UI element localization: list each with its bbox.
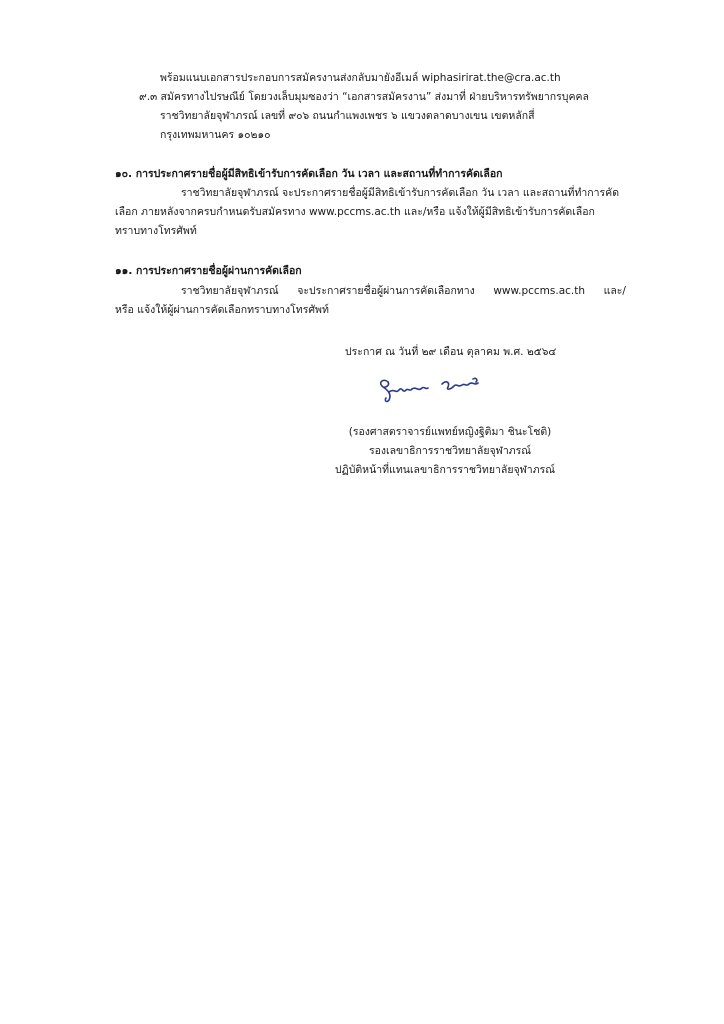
signer-title-1: รองเลขาธิการราชวิทยาลัยจุฬาภรณ์ (368, 445, 532, 457)
section11-text-d: และ/ (603, 285, 626, 297)
section9-line1: พร้อมแนบเอกสารประกอบการสมัครงานส่งกลับมายังอีเมล์ wiphasirirat.the@cra.ac.th (160, 72, 561, 84)
section11-para-line2: หรือ แจ้งให้ผู้ผ่านการคัดเลือกทราบทางโทรศัพท์ (115, 304, 329, 316)
section11-text-c: www.pccms.ac.th (493, 285, 586, 297)
signer-title-2: ปฏิบัติหน้าที่แทนเลขาธิการราชวิทยาลัยจุฬาภรณ์ (334, 464, 556, 476)
section11-text-b: จะประกาศรายชื่อผู้ผ่านการคัดเลือกทาง (297, 285, 475, 297)
section10-para-line3: ทราบทางโทรศัพท์ (115, 225, 197, 237)
section11-heading: ๑๑. การประกาศรายชื่อผู้ผ่านการคัดเลือก (115, 265, 302, 277)
section9-item93-line2: ราชวิทยาลัยจุฬาภรณ์ เลขที่ ๙๐๖ ถนนกำแพงเพชร ๖ แขวงตลาดบางเขน เขตหลักสี่ (160, 110, 535, 122)
section9-item93-line1: ๙.๓ สมัครทางไปรษณีย์ โดยวงเล็บมุมซองว่า “เอกสารสมัครงาน” ส่งมาที่ ฝ่ายบริหารทรัพยากรบุคคล (139, 91, 589, 103)
section10-para-line1: ราชวิทยาลัยจุฬาภรณ์ จะประกาศรายชื่อผู้มีสิทธิเข้ารับการคัดเลือก วัน เวลา และสถานที่ทำการคัด (181, 187, 620, 199)
announcement-date: ประกาศ ณ วันที่ ๒๙ เดือน ตุลาคม พ.ศ. ๒๕๖๔ (345, 346, 557, 358)
section9-item93-line3: กรุงเทพมหานคร ๑๐๒๑๐ (160, 129, 271, 141)
section10-heading: ๑๐. การประกาศรายชื่อผู้มีสิทธิเข้ารับการคัดเลือก วัน เวลา และสถานที่ทำการคัดเลือก (115, 168, 503, 180)
section11-para-line1 (181, 284, 626, 298)
section11-text-a: ราชวิทยาลัยจุฬาภรณ์ (181, 285, 279, 297)
section10-para-line2: เลือก ภายหลังจากครบกำหนดรับสมัครทาง www.pccms.ac.th และ/หรือ แจ้งให้ผู้มีสิทธิเข้ารับการคัดเลือก (115, 206, 595, 218)
signature-image (372, 372, 512, 408)
signer-name: (รองศาสตราจารย์แพทย์หญิงฐิติมา ชินะโชติ) (348, 426, 552, 438)
